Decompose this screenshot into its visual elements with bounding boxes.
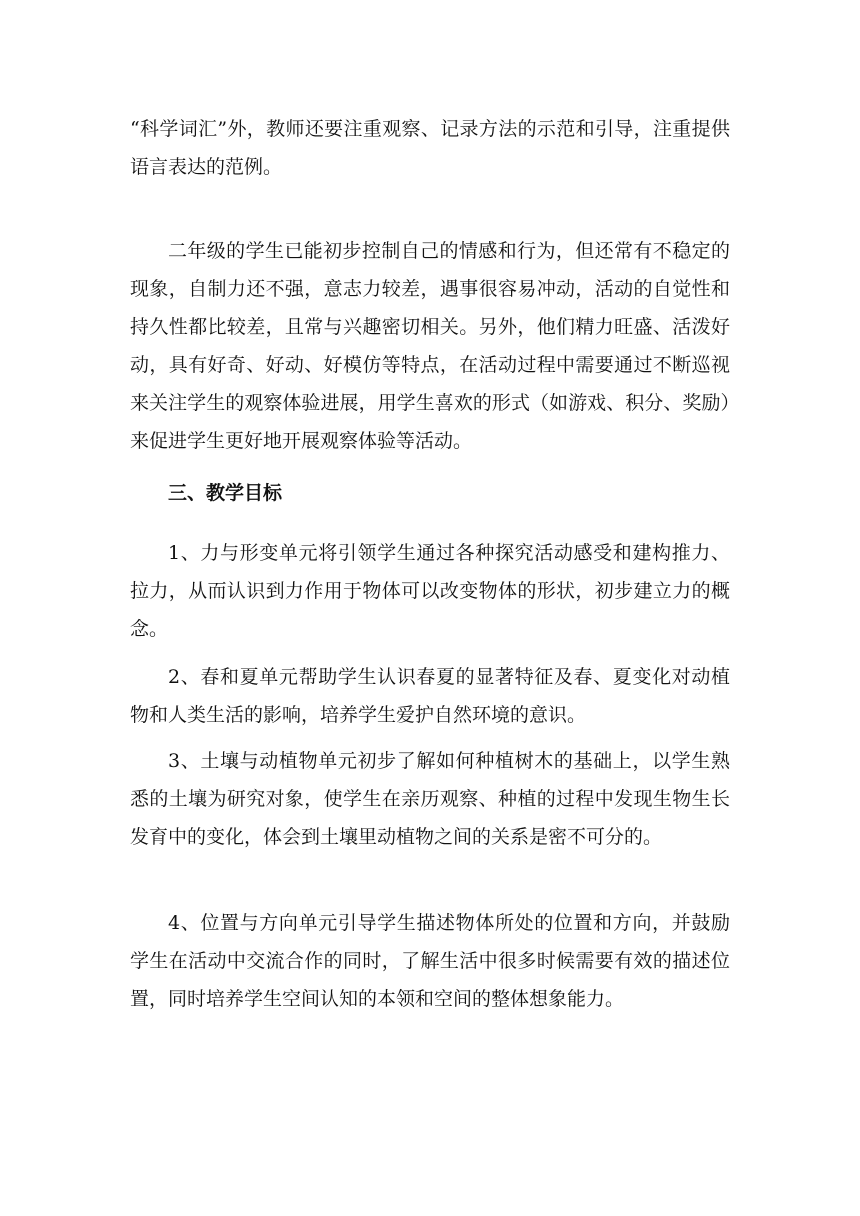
goal-item-position-direction: 4、位置与方向单元引导学生描述物体所处的位置和方向，并鼓励学生在活动中交流合作的同时，了解生活中很多时候需要有效的描述位置，同时培养学生空间认知的本领和空间的整体想象能力。 [130,912,730,1010]
goal-item-spring-summer: 2、春和夏单元帮助学生认识春夏的显著特征及春、夏变化对动植物和人类生活的影响，培养学生爱护自然环境的意识。 [130,666,730,726]
paragraph-student-characteristics: 二年级的学生已能初步控制自己的情感和行为，但还常有不稳定的现象，自制力还不强，意志力较差，遇事很容易冲动，活动的自觉性和持久性都比较差，且常与兴趣密切相关。另外，他们精力旺盛、活泼好动，具有好奇、好动、好模仿等特点，在活动过程中需要通过不断巡视来关注学生的观察体验进展，用学生喜欢的形式（如游戏、积分、奖励）来促进学生更好地开展观察体验等活动。 [130,240,730,452]
section-heading-teaching-goals: 三、教学目标 [168,482,283,504]
goal-item-soil-animals-plants: 3、土壤与动植物单元初步了解如何种植树木的基础上，以学生熟悉的土壤为研究对象，使学生在亲历观察、种植的过程中发现生物生长发育中的变化，体会到土壤里动植物之间的关系是密不可分的。 [130,750,730,848]
goal-item-force-deformation: 1、力与形变单元将引领学生通过各种探究活动感受和建构推力、拉力，从而认识到力作用于物体可以改变物体的形状，初步建立力的概念。 [130,542,730,640]
paragraph-science-vocabulary: “科学词汇”外，教师还要注重观察、记录方法的示范和引导，注重提供语言表达的范例。 [130,118,730,178]
